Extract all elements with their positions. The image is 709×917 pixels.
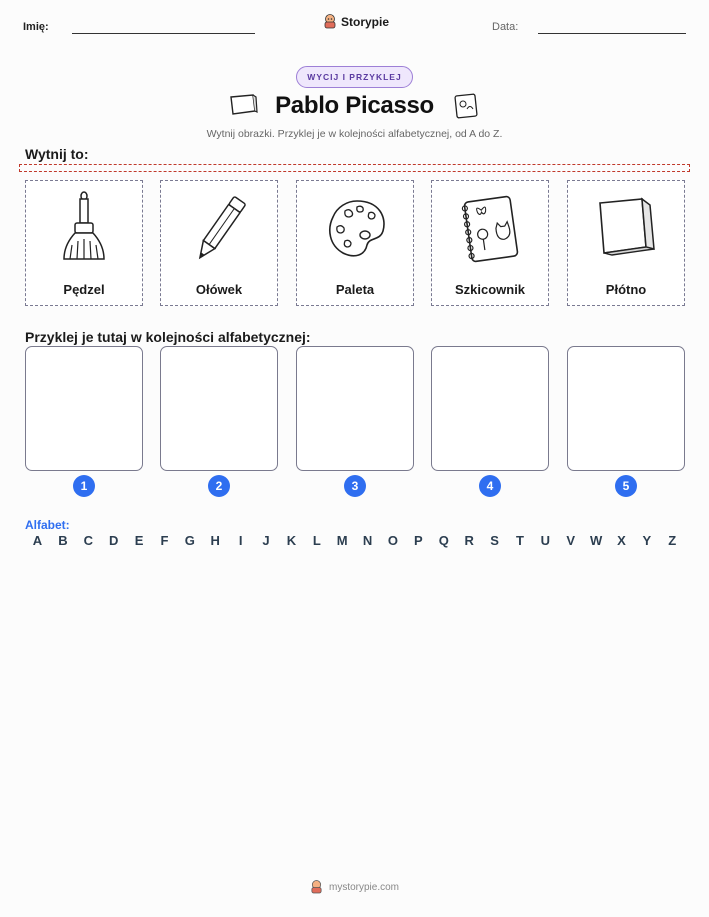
storypie-mascot-icon — [323, 14, 337, 29]
brand-name: Storypie — [341, 14, 390, 29]
palette-icon — [321, 189, 391, 269]
cut-card-paintbrush[interactable] — [25, 180, 143, 306]
paste-slot-2[interactable] — [160, 346, 278, 471]
paste-slot-3[interactable] — [296, 346, 414, 471]
alphabet-letter: V — [566, 533, 576, 548]
alphabet-letter: J — [262, 533, 270, 548]
card-label: Szkicownik — [454, 282, 526, 297]
alphabet-letter: Y — [642, 533, 652, 548]
alphabet-letter: G — [184, 533, 195, 548]
alphabet-letter: F — [160, 533, 169, 548]
cut-section-title: Wytnij to: — [25, 146, 89, 162]
alphabet-title: Alfabet: — [25, 518, 70, 532]
page-title: Pablo Picasso — [275, 92, 434, 119]
name-label: Imię: — [23, 21, 49, 33]
cut-card-sketchbook[interactable] — [431, 180, 549, 306]
alphabet-letter: S — [490, 533, 499, 548]
card-label: Ołówek — [195, 282, 243, 297]
instructions: Wytnij obrazki. Przyklej je w kolejności alfabetycznej, od A do Z. — [206, 128, 503, 140]
alphabet-letter: T — [515, 533, 524, 548]
alphabet-letter: U — [540, 533, 550, 548]
paste-section-title: Przyklej je tutaj w kolejności alfabetycznej: — [25, 329, 311, 345]
card-label: Paleta — [335, 282, 375, 297]
canvas-icon — [592, 189, 662, 269]
alphabet-letter: E — [134, 533, 144, 548]
alphabet-letter: Q — [438, 533, 449, 548]
pencil-icon — [185, 189, 255, 269]
alphabet-letter: R — [464, 533, 474, 548]
alphabet-letter: Z — [668, 533, 677, 548]
alphabet-row — [25, 533, 685, 548]
slot-number-5: 5 — [615, 475, 637, 497]
alphabet-letter: W — [589, 533, 603, 548]
alphabet-letter: I — [238, 533, 243, 548]
paste-slot-4[interactable] — [431, 346, 549, 471]
cut-card-pencil[interactable] — [160, 180, 278, 306]
alphabet-letter: K — [286, 533, 297, 548]
alphabet-letter: D — [108, 533, 119, 548]
slot-number-3: 3 — [344, 475, 366, 497]
card-label: Płótno — [605, 282, 647, 297]
card-label: Pędzel — [63, 282, 105, 297]
sketchbook-icon — [456, 189, 526, 269]
alphabet-letter: C — [83, 533, 93, 548]
footer-url[interactable]: mystorypie.com — [328, 881, 399, 893]
alphabet-letter: N — [362, 533, 373, 548]
alphabet-letter: L — [312, 533, 321, 548]
paste-slot-5[interactable] — [567, 346, 685, 471]
activity-badge: WYCIJ I PRZYKLEJ — [296, 66, 413, 88]
date-label: Data: — [492, 21, 519, 33]
date-line[interactable] — [538, 33, 686, 34]
alphabet-letter: A — [32, 533, 43, 548]
footer — [0, 880, 709, 894]
name-line[interactable] — [72, 33, 255, 34]
cut-card-palette[interactable] — [296, 180, 414, 306]
cut-line — [19, 164, 690, 172]
cut-card-canvas[interactable] — [567, 180, 685, 306]
sketchbook-icon — [453, 92, 479, 120]
alphabet-letter: X — [617, 533, 626, 548]
alphabet-letter: O — [387, 533, 399, 548]
brand-logo — [323, 14, 389, 29]
slot-number-1: 1 — [73, 475, 95, 497]
paintbrush-icon — [50, 189, 120, 269]
alphabet-letter: B — [58, 533, 68, 548]
slot-number-4: 4 — [479, 475, 501, 497]
alphabet-letter: H — [210, 533, 220, 548]
slot-number-2: 2 — [208, 475, 230, 497]
alphabet-letter: M — [336, 533, 348, 548]
paste-slot-1[interactable] — [25, 346, 143, 471]
alphabet-letter: P — [414, 533, 423, 548]
storypie-mascot-icon — [310, 880, 323, 894]
